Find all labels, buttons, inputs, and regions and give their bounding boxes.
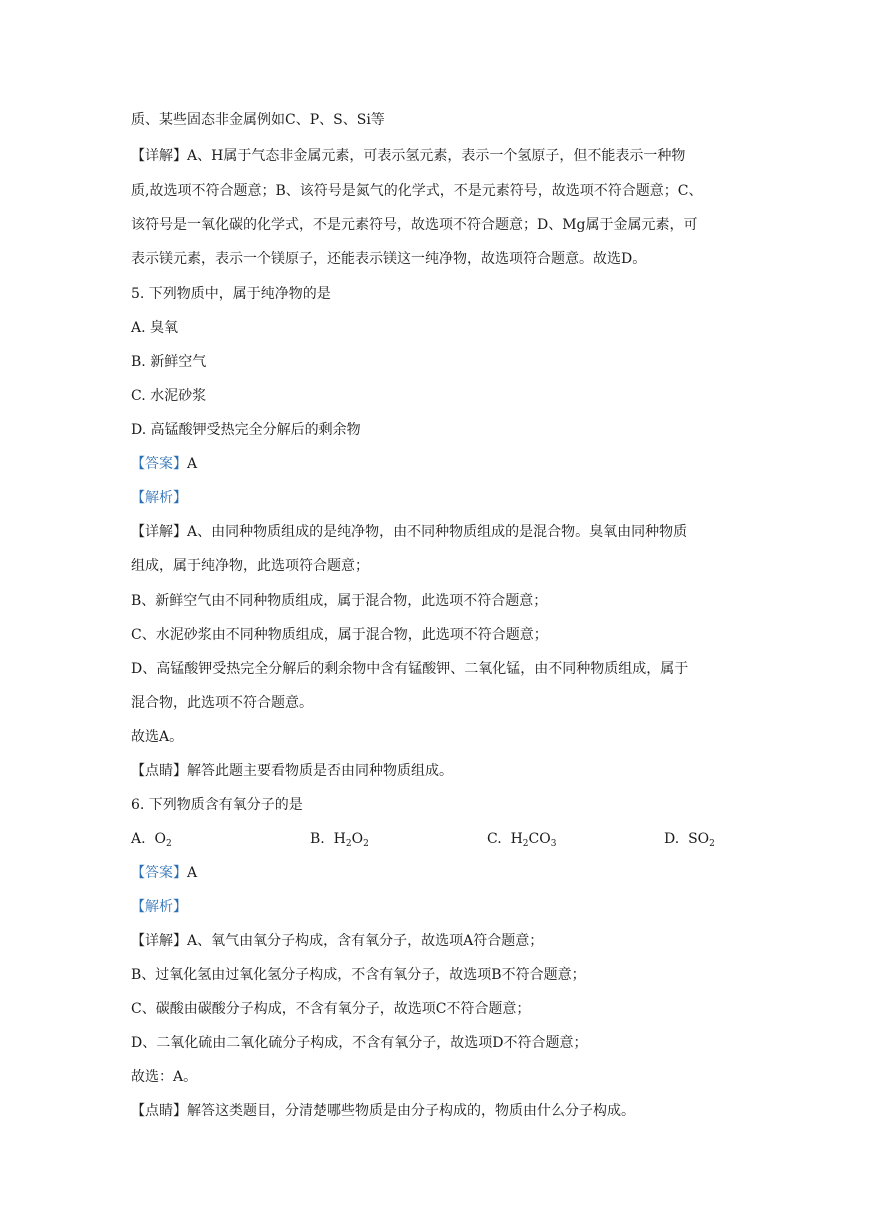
q4-detail-line: 质,故选项不符合题意；B、该符号是氮气的化学式，不是元素符号，故选项不符合题意；C、 <box>131 183 703 199</box>
q5-stem: 5. 下列物质中，属于纯净物的是 <box>131 286 331 302</box>
q5-detail-line: C、水泥砂浆由不同种物质组成，属于混合物，此选项不符合题意； <box>131 627 548 643</box>
answer-tag: 【答案】 <box>131 865 187 881</box>
q6-detail-line: 故选：A。 <box>131 1069 198 1085</box>
intro-tail: 质、某些固态非金属例如C、P、S、Si等 <box>131 112 385 128</box>
answer-tag: 【答案】 <box>131 456 187 472</box>
q4-detail-line: 【详解】A、H属于气态非金属元素，可表示氢元素，表示一个氢原子，但不能表示一种物 <box>131 148 686 164</box>
q5-detail-line: 【详解】A、由同种物质组成的是纯净物，由不同种物质组成的是混合物。臭氧由同种物质 <box>131 524 688 540</box>
q5-detail-line: 组成，属于纯净物，此选项符合题意； <box>131 558 369 574</box>
answer-value: A <box>187 865 198 881</box>
q6-detail-line: 【详解】A、氧气由氧分子构成，含有氧分子，故选项A符合题意； <box>131 933 544 949</box>
q5-answer <box>131 454 749 474</box>
q5-option-b: B. 新鲜空气 <box>131 354 207 370</box>
q5-option-a: A. 臭氧 <box>131 320 179 336</box>
answer-value: A <box>187 456 198 472</box>
q5-option-d: D. 高锰酸钾受热完全分解后的剩余物 <box>131 422 361 438</box>
q5-detail-line: B、新鲜空气由不同种物质组成，属于混合物，此选项不符合题意； <box>131 593 548 609</box>
q6-detail-line: B、过氧化氢由过氧化氢分子构成，不含有氧分子，故选项B不符合题意； <box>131 967 586 983</box>
q6-stem: 6. 下列物质含有氧分子的是 <box>131 797 303 813</box>
q5-detail-line: D、高锰酸钾受热完全分解后的剩余物中含有锰酸钾、二氧化锰，由不同种物质组成，属于 <box>131 661 689 677</box>
q6-option-b: B. $H_2O_2$ <box>310 831 369 849</box>
q4-detail-line: 表示镁元素，表示一个镁原子，还能表示镁这一纯净物，故选项符合题意。故选D。 <box>131 251 647 267</box>
q6-option-a: A. $O_2$ <box>131 831 172 849</box>
q6-comment: 【点睛】解答这类题目，分清楚哪些物质是由分子构成的，物质由什么分子构成。 <box>131 1103 635 1119</box>
q5-analysis-tag: 【解析】 <box>131 490 187 506</box>
q6-analysis-tag: 【解析】 <box>131 899 187 915</box>
q6-option-c: C. $H_2CO_3$ <box>487 831 557 849</box>
q5-detail-line: 混合物，此选项不符合题意。 <box>131 695 313 711</box>
q6-option-d: D. $SO_2$ <box>664 831 715 849</box>
q6-detail-line: C、碳酸由碳酸分子构成，不含有氧分子，故选项C不符合题意； <box>131 1001 531 1017</box>
q6-answer <box>131 863 749 883</box>
q5-comment: 【点睛】解答此题主要看物质是否由同种物质组成。 <box>131 763 453 779</box>
q6-detail-line: D、二氧化硫由二氧化硫分子构成，不含有氧分子，故选项D不符合题意； <box>131 1035 588 1051</box>
q5-detail-line: 故选A。 <box>131 729 184 745</box>
q4-detail-line: 该符号是一氧化碳的化学式，不是元素符号，故选项不符合题意；D、Mg属于金属元素，可 <box>131 217 698 233</box>
q5-option-c: C. 水泥砂浆 <box>131 388 207 404</box>
